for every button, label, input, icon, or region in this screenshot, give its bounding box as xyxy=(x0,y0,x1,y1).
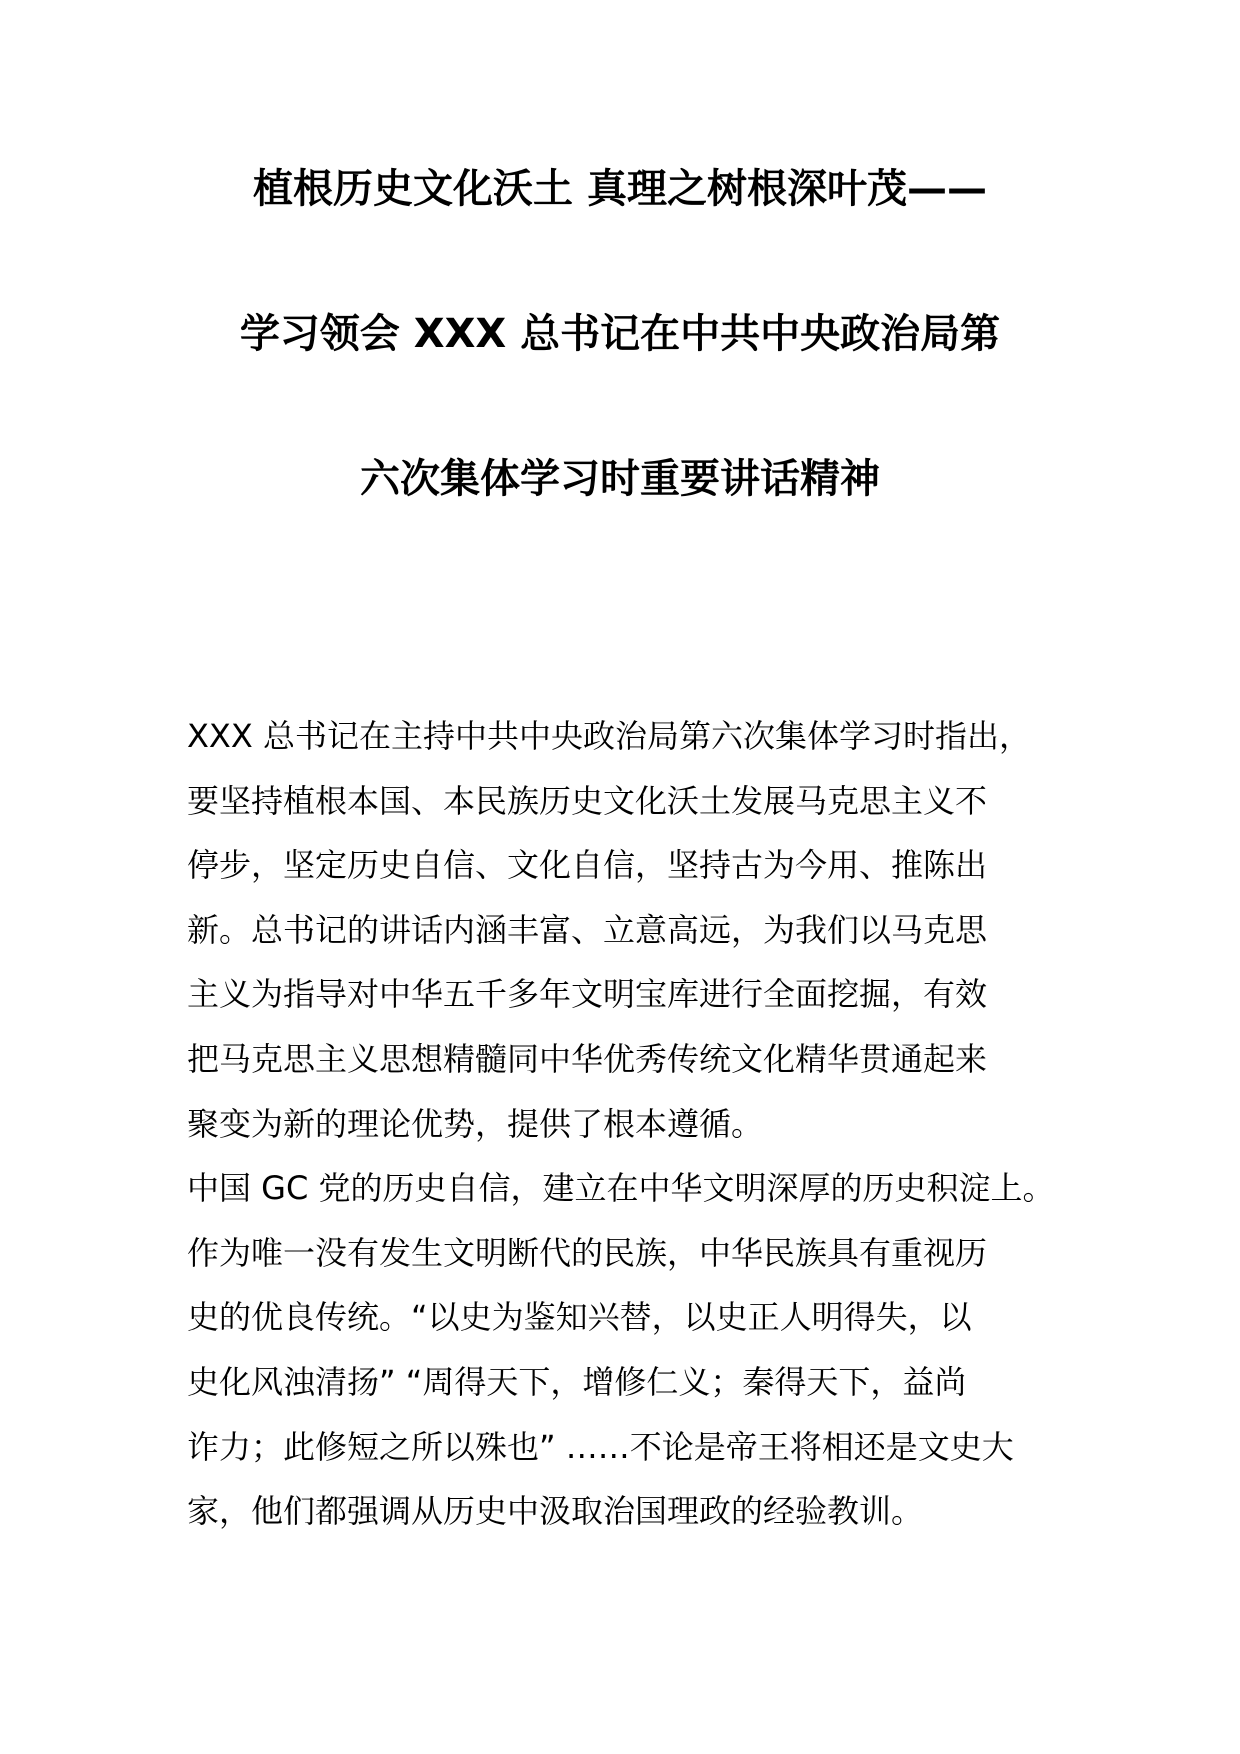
text-line: 诈力；此修短之所以殊也” ……不论是帝王将相还是文史大 xyxy=(187,1427,1014,1466)
title-line: 植根历史文化沃土 真理之树根深叶茂—— xyxy=(253,166,987,212)
paragraph-history xyxy=(187,1156,1067,1544)
document-title xyxy=(150,165,1090,503)
text-line: 家，他们都强调从历史中汲取治国理政的经验教训。 xyxy=(187,1492,924,1531)
text-line: 史化风浊清扬” “周得天下，增修仁义；秦得天下，益尚 xyxy=(187,1362,967,1401)
text-line: 中国 GC 党的历史自信，建立在中华文明深厚的历史积淀上。 xyxy=(187,1169,1055,1208)
text-line: 史的优良传统。“以史为鉴知兴替，以史正人明得失，以 xyxy=(187,1298,972,1337)
text-line: 新。总书记的讲话内涵丰富、立意高远，为我们以马克思 xyxy=(187,910,988,949)
text-line: 主义为指导对中华五千多年文明宝库进行全面挖掘，有效 xyxy=(187,975,988,1014)
title-line: 六次集体学习时重要讲话精神 xyxy=(360,456,880,502)
text-line: XXX 总书记在主持中共中央政治局第六次集体学习时指出， xyxy=(187,717,1031,755)
title-line: 学习领会 XXX 总书记在中共中央政治局第 xyxy=(239,311,1001,357)
document-body xyxy=(187,704,1067,1544)
text-line: 把马克思主义思想精髓同中华优秀传统文化精华贯通起来 xyxy=(187,1039,988,1078)
paragraph-intro xyxy=(187,704,1067,1156)
text-line: 要坚持植根本国、本民族历史文化沃土发展马克思主义不 xyxy=(187,781,988,820)
text-line: 作为唯一没有发生文明断代的民族，中华民族具有重视历 xyxy=(187,1233,988,1272)
text-line: 停步，坚定历史自信、文化自信，坚持古为今用、推陈出 xyxy=(187,846,988,885)
text-line: 聚变为新的理论优势，提供了根本遵循。 xyxy=(187,1104,764,1143)
